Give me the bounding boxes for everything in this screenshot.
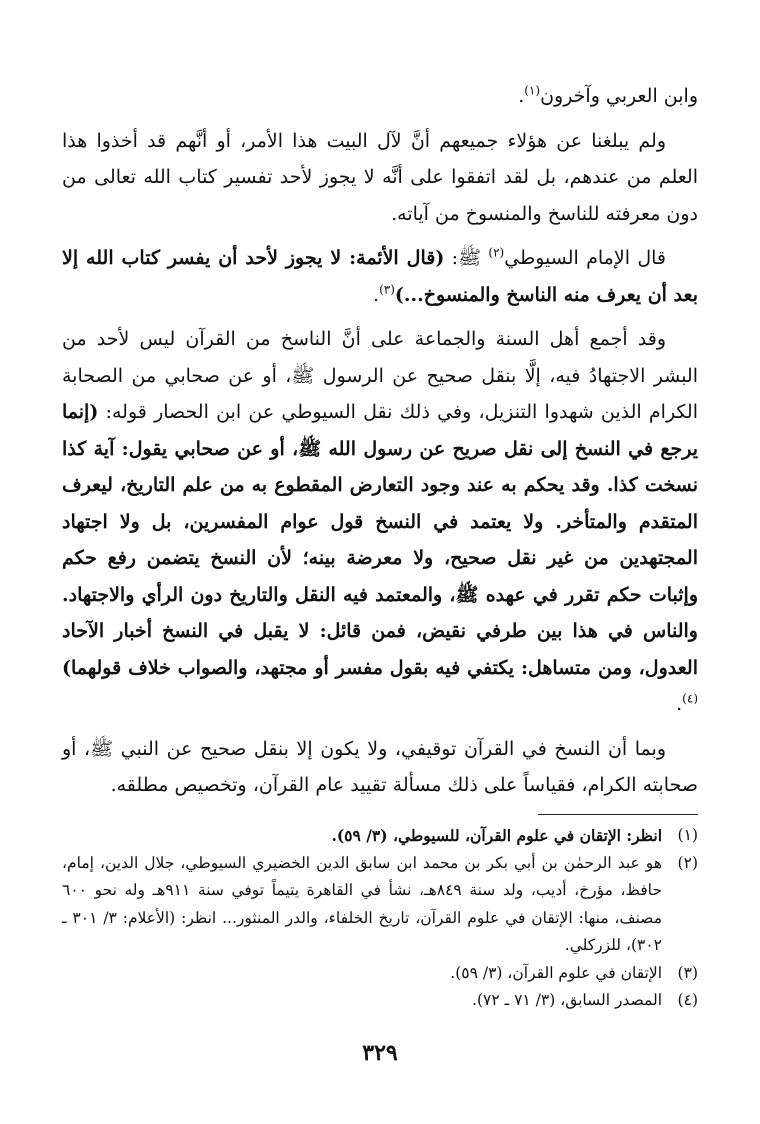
footnote-separator [538,814,698,815]
footnote-ref-1: (١) [524,83,541,98]
paragraph-3-quote: (قال الأئمة: لا يجوز لأحد أن يفسر كتاب الله إلا بعد أن يعرف منه الناسخ والمنسوخ...) [62,247,698,306]
page-number: ٣٢٩ [362,1040,398,1066]
paragraph-3-intro: قال الإمام السيوطي [504,247,667,269]
footnote-number: (١) [677,826,698,844]
paragraph-3-honorific: ﷺ: [444,247,489,269]
paragraph-1-text: وابن العربي وآخرون [540,85,698,107]
paragraph-4-quote: (إنما يرجع في النسخ إلى نقل صريح عن رسول الله ﷺ، أو عن صحابي يقول: آية كذا نسخت كذا. وقد يحكم به عند وجود التعارض المقطوع به من علم التاريخ، ليعرف المتقدم والمتأخر. ولا يعتمد في النسخ قول عوام المفسرين، بل ولا اجتهاد المجتهدين من غير نقل صحيح، ولا معرضة بينه؛ لأن النسخ يتضمن رفع حكم وإثبات حكم تقرر في عهده ﷺ، والمعتمد فيه النقل والتاريخ دون الرأي والاجتهاد. والناس في هذا بين طرفي نقيض، فمن قائل: لا يقبل في النسخ أخبار الآحاد العدول، ومن متساهل: يكتفي فيه بقول مفسر أو مجتهد، والصواب خلاف قولهما) [62,401,698,679]
footnote-4 [62,987,698,1015]
footnote-number: (٤) [677,991,698,1009]
paragraph-4-text: وقد أجمع أهل السنة والجماعة على أنَّ الناسخ من القرآن ليس لأحد من البشر الاجتهادُ فيه، إلَّا بنقل صحيح عن الرسول ﷺ، أو عن صحابي من الصحابة الكرام الذين شهدوا التنزيل، وفي ذلك نقل السيوطي عن ابن الحصار قوله: [62,328,698,423]
footnote-text: المصدر السابق، (٣/ ٧١ ـ ٧٢). [472,991,662,1009]
paragraph-5: وبما أن النسخ في القرآن توقيفي، ولا يكون إلا بنقل صحيح عن النبي ﷺ، أو صحابته الكرام، فقياساً على ذلك مسألة تقييد عام القرآن، وتخصيص مطلقه. [62,737,698,796]
footnote-text: انظر: الإتقان في علوم القرآن، للسيوطي، (٣/ ٥٩). [331,826,662,845]
footnote-ref-3: (٣) [379,282,395,297]
footnotes [62,822,698,1015]
paragraph-1 [62,78,698,115]
paragraph-2: ولم يبلغنا عن هؤلاء جميعهم أنَّ لآل البيت هذا الأمر، أو أنَّهم قد أخذوا هذا العلم من عندهم، بل لقد اتفقوا على أنَّه لا يجوز لأحد تفسير كتاب الله تعالى من دون معرفته للناسخ والمنسوخ من آياته. [62,129,698,225]
footnote-number: (٣) [677,963,698,982]
footnote-3 [62,960,698,988]
footnote-text: الإتقان في علوم القرآن، (٣/ ٥٩). [450,963,662,982]
footnote-2 [62,850,698,960]
main-text [62,78,698,804]
footnote-1 [62,822,698,850]
footnote-text: هو عبد الرحمٰن بن أبي بكر بن محمد ابن سابق الدين الخضيري السيوطي، جلال الدين، إمام، حافظ، مؤرخ، أديب، ولد سنة ٨٤٩هـ، نشأ في القاهرة يتيماً توفي سنة ٩١١هـ وله نحو ٦٠٠ مصنف، منها: الإتقان في علوم القرآن، تاريخ الخلفاء، والدر المنثور... انظر: (الأعلام: ٣/ ٣٠١ ـ ٣٠٢)، للزركلي. [62,853,662,954]
footnote-number: (٢) [677,853,698,872]
paragraph-4 [62,321,698,723]
paragraph-3-end: . [373,283,380,306]
paragraph-1-end: . [518,85,525,107]
footnote-ref-2: (٢) [488,245,505,260]
paragraph-4-end: . [676,693,683,715]
footnote-ref-4: (٤) [682,691,698,706]
paragraph-3 [62,240,698,313]
